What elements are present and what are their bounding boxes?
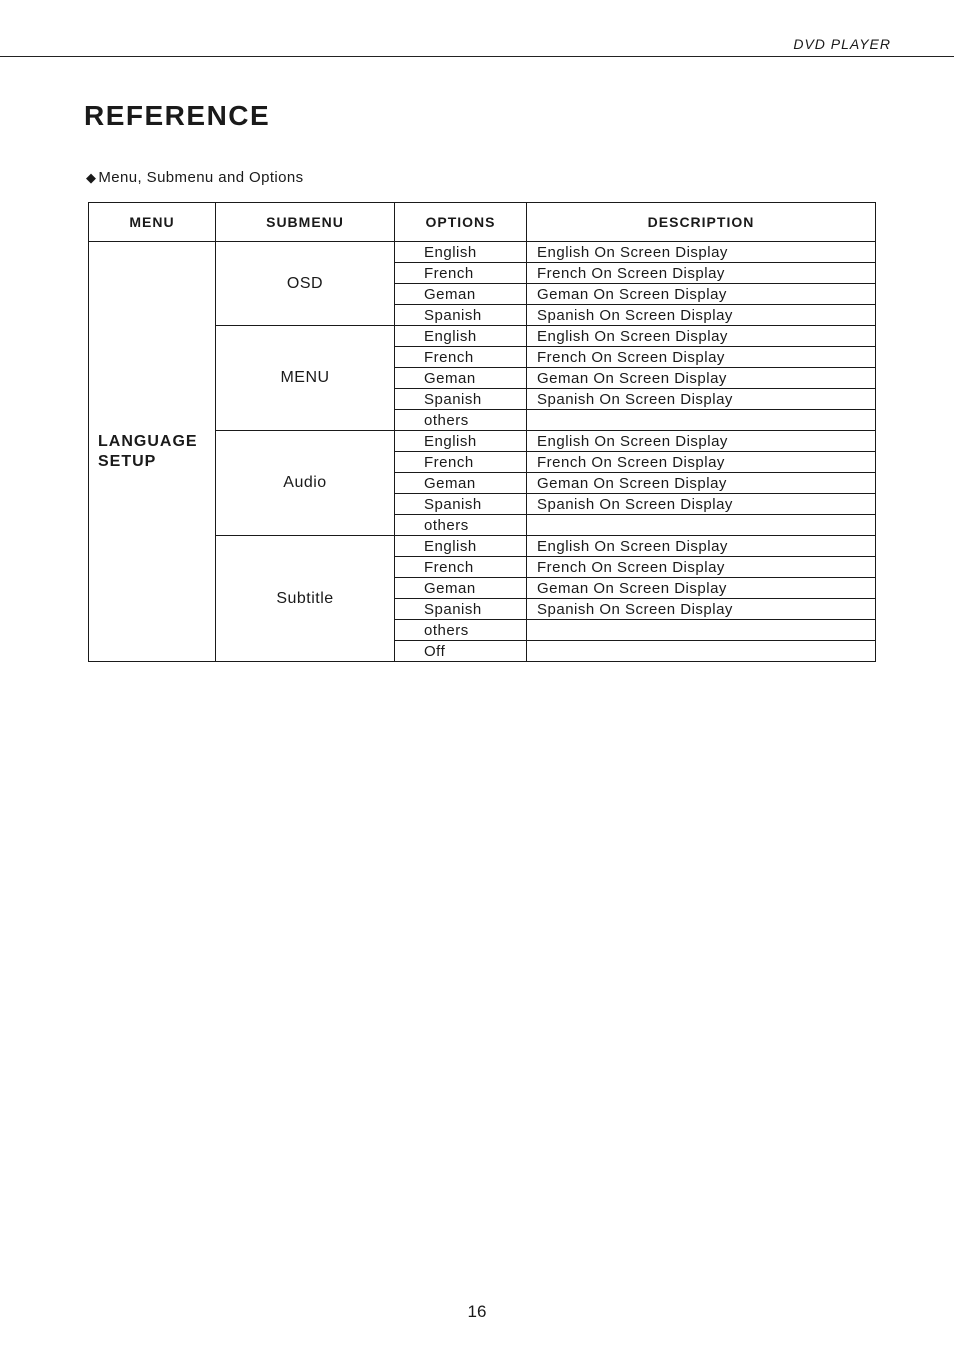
- description-cell: [527, 620, 876, 641]
- running-header: DVD PLAYER: [793, 36, 891, 52]
- description-cell: Spanish On Screen Display: [527, 599, 876, 620]
- section-heading-text: Menu, Submenu and Options: [98, 169, 304, 186]
- page-number: 16: [467, 1302, 487, 1321]
- description-cell: English On Screen Display: [527, 326, 876, 347]
- column-header-submenu: SUBMENU: [216, 203, 395, 242]
- option-cell: Geman: [395, 578, 527, 599]
- description-cell: [527, 641, 876, 662]
- option-cell: English: [395, 431, 527, 452]
- header-rule: [0, 56, 954, 57]
- submenu-cell: Audio: [216, 431, 395, 536]
- option-cell: English: [395, 536, 527, 557]
- description-cell: English On Screen Display: [527, 242, 876, 263]
- option-cell: Spanish: [395, 305, 527, 326]
- page-title: REFERENCE: [84, 100, 271, 131]
- reference-table: [88, 202, 876, 662]
- description-cell: English On Screen Display: [527, 431, 876, 452]
- table-header-row: [89, 203, 876, 242]
- description-cell: Spanish On Screen Display: [527, 305, 876, 326]
- description-cell: [527, 410, 876, 431]
- description-cell: French On Screen Display: [527, 557, 876, 578]
- submenu-cell: MENU: [216, 326, 395, 431]
- option-cell: Off: [395, 641, 527, 662]
- submenu-cell: Subtitle: [216, 536, 395, 662]
- description-cell: English On Screen Display: [527, 536, 876, 557]
- description-cell: Geman On Screen Display: [527, 578, 876, 599]
- table-body: [89, 242, 876, 662]
- description-cell: Geman On Screen Display: [527, 368, 876, 389]
- option-cell: Spanish: [395, 599, 527, 620]
- option-cell: others: [395, 620, 527, 641]
- description-cell: French On Screen Display: [527, 347, 876, 368]
- option-cell: Geman: [395, 368, 527, 389]
- option-cell: French: [395, 347, 527, 368]
- diamond-bullet-icon: ◆: [86, 170, 97, 185]
- menu-label-line1: LANGUAGE: [98, 432, 198, 450]
- option-cell: English: [395, 242, 527, 263]
- description-cell: [527, 515, 876, 536]
- option-cell: Geman: [395, 284, 527, 305]
- option-cell: French: [395, 557, 527, 578]
- column-header-description: DESCRIPTION: [527, 203, 876, 242]
- menu-cell: [89, 242, 216, 662]
- description-cell: French On Screen Display: [527, 263, 876, 284]
- column-header-menu: MENU: [89, 203, 216, 242]
- option-cell: French: [395, 452, 527, 473]
- option-cell: Geman: [395, 473, 527, 494]
- option-cell: English: [395, 326, 527, 347]
- option-cell: others: [395, 515, 527, 536]
- column-header-options: OPTIONS: [395, 203, 527, 242]
- submenu-cell: OSD: [216, 242, 395, 326]
- table-row: [89, 242, 876, 263]
- option-cell: Spanish: [395, 494, 527, 515]
- description-cell: Geman On Screen Display: [527, 473, 876, 494]
- description-cell: Geman On Screen Display: [527, 284, 876, 305]
- section-heading: [86, 169, 304, 186]
- description-cell: French On Screen Display: [527, 452, 876, 473]
- menu-label-line2: SETUP: [98, 452, 157, 470]
- option-cell: French: [395, 263, 527, 284]
- option-cell: Spanish: [395, 389, 527, 410]
- option-cell: others: [395, 410, 527, 431]
- description-cell: Spanish On Screen Display: [527, 389, 876, 410]
- description-cell: Spanish On Screen Display: [527, 494, 876, 515]
